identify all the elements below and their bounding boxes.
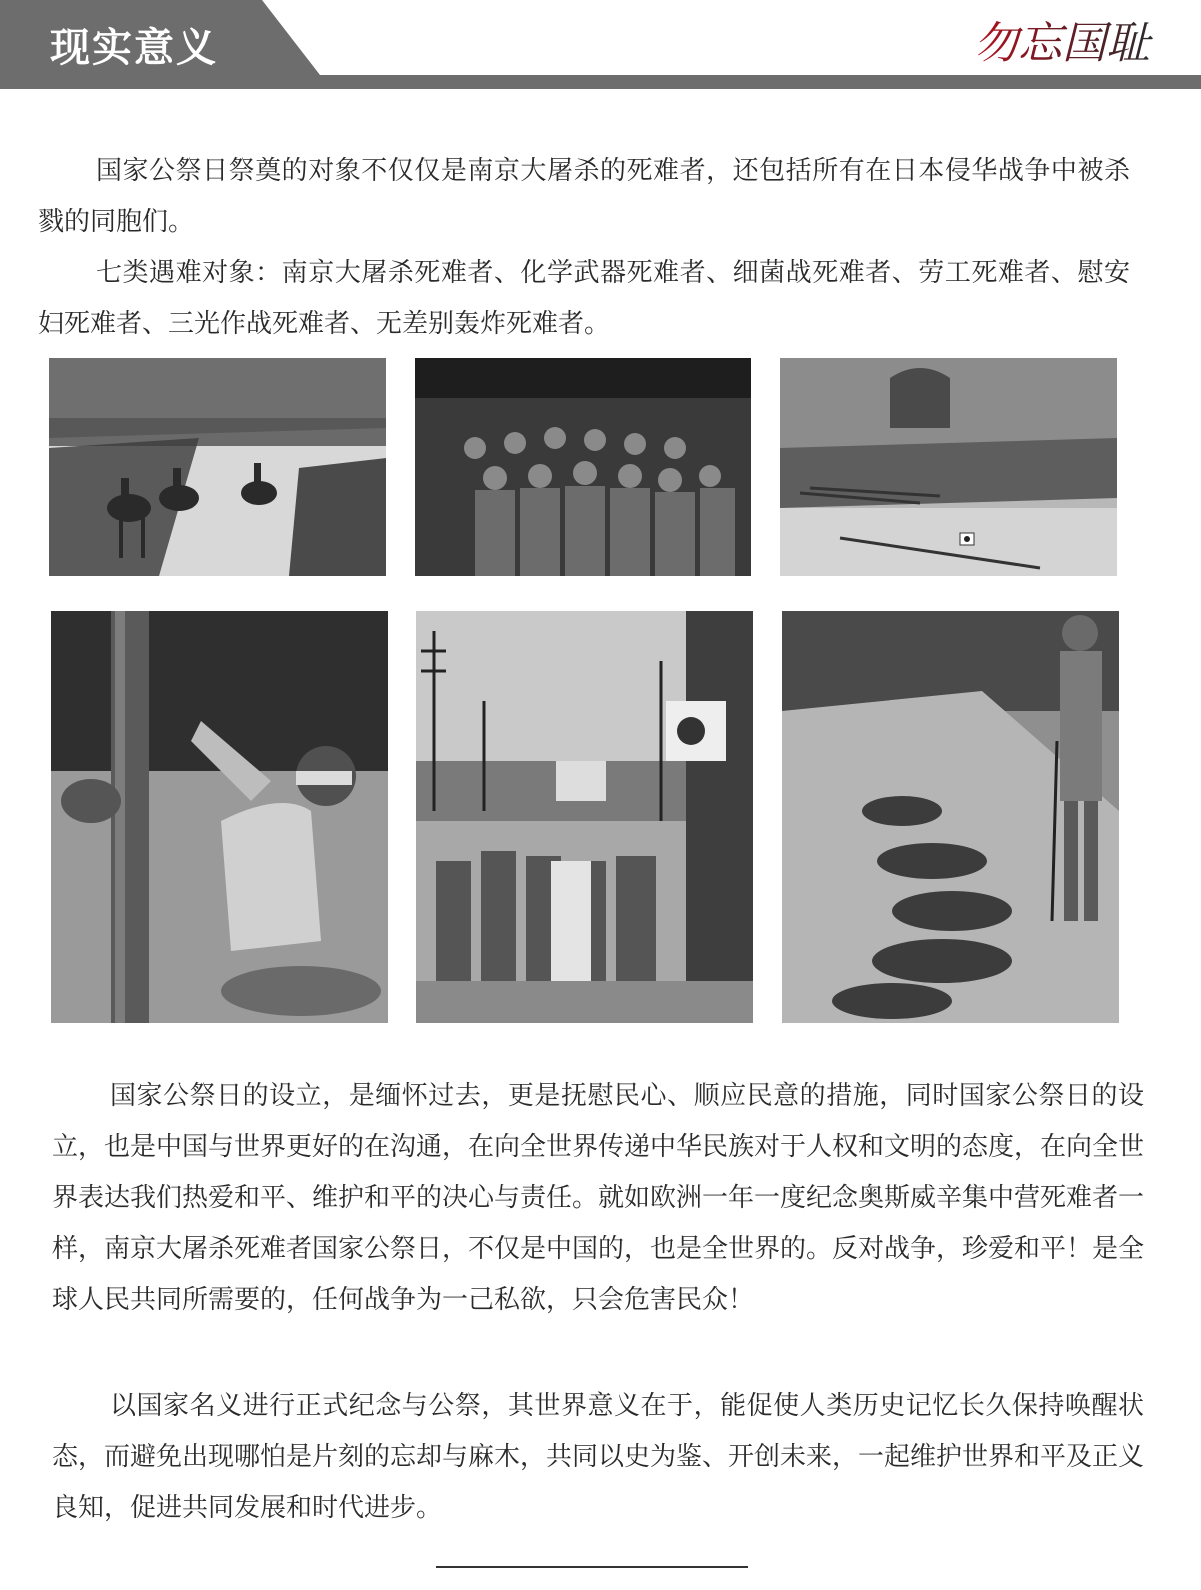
photo-blindfolded-prisoner [51,611,388,1023]
photo-soldiers-group [415,358,751,576]
logo-text: 勿忘国耻 [974,18,1150,69]
photo-ruined-city-river [780,358,1117,576]
paragraph-significance: 国家公祭日的设立，是缅怀过去，更是抚慰民心、顺应民意的措施，同时国家公祭日的设立，也是中国与世界更好的在沟通，在向全世界传递中华民族对于人权和文明的态度，在向全世界表达我们热爱和平、维护和平的决心与责任。就如欧洲一年一度纪念奥斯威辛集中营死难者一样，南京大屠杀死难者国家公祭日，不仅是中国的，也是全世界的。反对战争，珍爱和平！是全球人民共同所需要的，任何战争为一己私欲，只会危害民众！ [52,1081,1145,1315]
paragraph-memorial-objects: 国家公祭日祭奠的对象不仅仅是南京大屠杀的死难者，还包括所有在日本侵华战争中被杀戮的同胞们。 [38,156,1130,237]
paragraph-seven-victim-types: 七类遇难对象：南京大屠杀死难者、化学武器死难者、细菌战死难者、劳工死难者、慰安妇死难者、三光作战死难者、无差别轰炸死难者。 [38,258,1130,339]
bottom-divider [436,1566,748,1568]
logo [970,6,1160,74]
photo-soldier-mass-grave [782,611,1119,1023]
photo-street-parade-flags [416,611,753,1023]
page-title: 现实意义 [50,24,218,71]
photo-troops-parade [49,358,386,576]
paragraph-world-significance: 以国家名义进行正式纪念与公祭，其世界意义在于，能促使人类历史记忆长久保持唤醒状态，而避免出现哪怕是片刻的忘却与麻木，共同以史为鉴、开创未来，一起维护世界和平及正义良知，促进共同发展和时代进步。 [52,1391,1145,1523]
header-bar [0,75,1201,89]
